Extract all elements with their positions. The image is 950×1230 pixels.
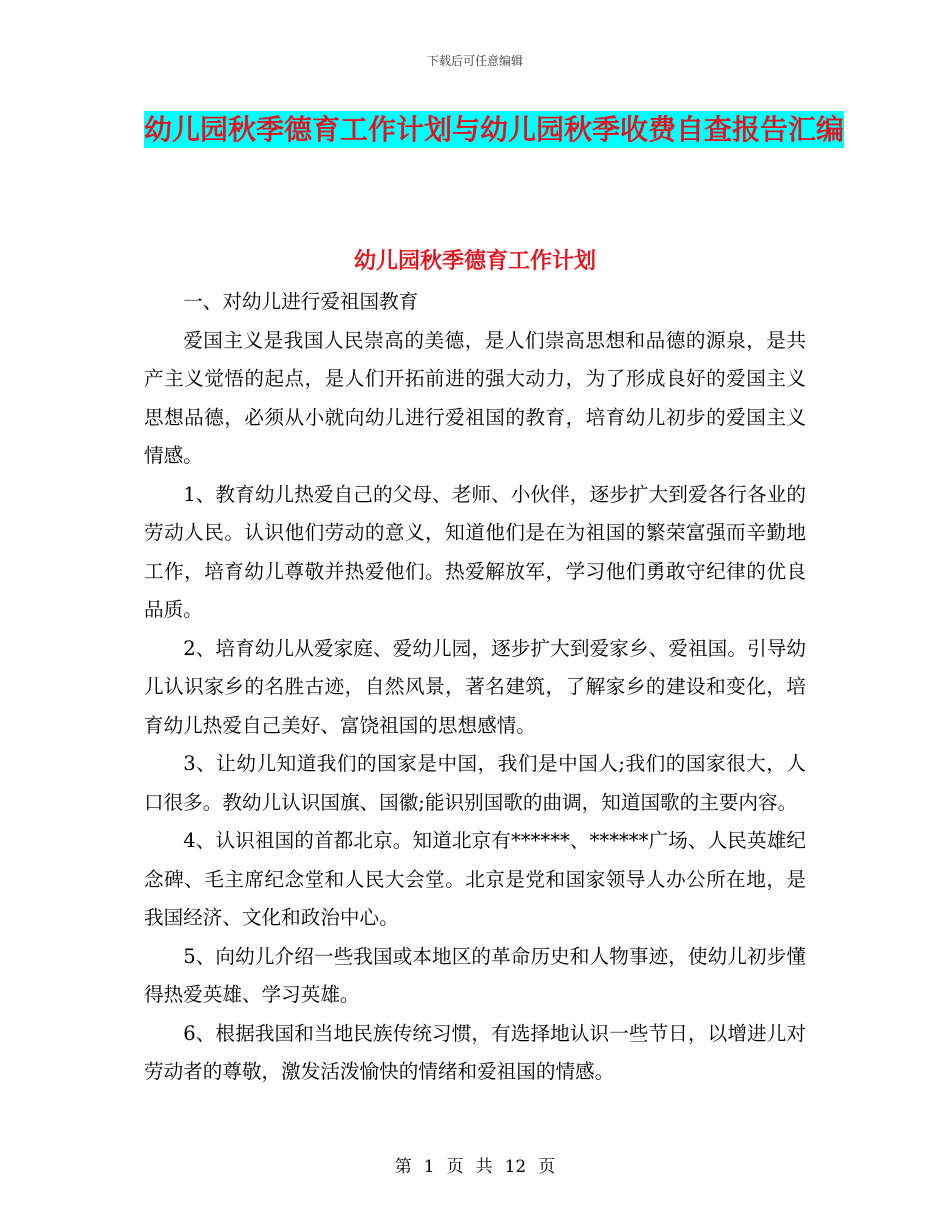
footer-label-unit: 页 <box>446 1157 464 1177</box>
footer-label-page: 第 <box>394 1157 412 1177</box>
footer-label-total: 共 <box>475 1157 493 1177</box>
document-title <box>144 106 844 154</box>
page-footer <box>0 1152 950 1177</box>
paragraph: 3、让幼儿知道我们的国家是中国，我们是中国人;我们的国家很大，人口很多。教幼儿认识国旗、国徽;能识别国歌的曲调，知道国歌的主要内容。 <box>144 752 806 814</box>
document-title-text: 幼儿园秋季德育工作计划与幼儿园秋季收费自查报告汇编 <box>144 113 845 146</box>
footer-total-pages: 12 <box>504 1157 527 1177</box>
paragraph: 2、培育幼儿从爱家庭、爱幼儿园，逐步扩大到爱家乡、爱祖国。引导幼儿认识家乡的名胜古迹，自然风景，著名建筑，了解家乡的建设和变化，培育幼儿热爱自己美好、富饶祖国的思想感情。 <box>144 636 806 737</box>
document-body <box>144 283 806 1092</box>
footer-current-page: 1 <box>423 1157 435 1177</box>
section-title: 幼儿园秋季德育工作计划 <box>353 249 596 274</box>
paragraph: 4、认识祖国的首都北京。知道北京有******、******广场、人民英雄纪念碑、毛主席纪念堂和人民大会堂。北京是党和国家领导人办公所在地，是我国经济、文化和政治中心。 <box>144 829 806 929</box>
paragraph: 5、向幼儿介绍一些我国或本地区的革命历史和人物事迹，使幼儿初步懂得热爱英雄、学习英雄。 <box>144 944 806 1006</box>
paragraph: 爱国主义是我国人民崇高的美德，是人们崇高思想和品德的源泉，是共产主义觉悟的起点，是人们开拓前进的强大动力，为了形成良好的爱国主义思想品德，必须从小就向幼儿进行爱祖国的教育，培育幼儿初步的爱国主义情感。 <box>144 328 806 467</box>
paragraph: 1、教育幼儿热爱自己的父母、老师、小伙伴，逐步扩大到爱各行各业的劳动人民。认识他们劳动的意义，知道他们是在为祖国的繁荣富强而辛勤地工作，培育幼儿尊敬并热爱他们。热爱解放军，学习他们勇敢守纪律的优良品质。 <box>144 482 806 621</box>
header-note: 下载后可任意编辑 <box>426 54 523 68</box>
paragraph: 一、对幼儿进行爱祖国教育 <box>183 290 419 313</box>
footer-label-unit2: 页 <box>538 1157 556 1177</box>
paragraph: 6、根据我国和当地民族传统习惯，有选择地认识一些节日，以增进儿对劳动者的尊敬，激发活泼愉快的情绪和爱祖国的情感。 <box>144 1021 806 1083</box>
